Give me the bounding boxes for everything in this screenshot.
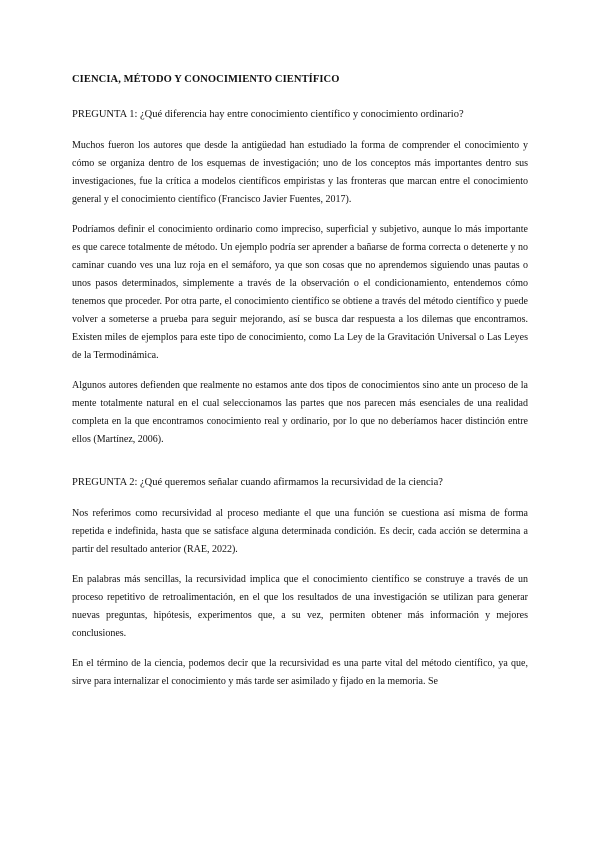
document-title: CIENCIA, MÉTODO Y CONOCIMIENTO CIENTÍFICO [72,74,340,85]
section-2-paragraph-2: En palabras más sencillas, la recursividad implica que el conocimiento científico se construye a través de un proceso repetitivo de retroalimentación, en el que los resultados de una investigación se utilizan para generar nuevas preguntas, hipótesis, experimentos que, a su vez, permiten obtener más información y mejores conclusiones. [72,574,528,639]
section-1-paragraph-1: Muchos fueron los autores que desde la antigüedad han estudiado la forma de comprender el conocimiento y cómo se organiza dentro de los esquemas de investigación; uno de los conceptos más importantes dentro sus investigaciones, fue la crítica a modelos científicos empiristas y las fronteras que marcan entre el conocimiento general y el conocimiento científico (Francisco Javier Fuentes, 2017). [72,140,528,205]
section-2-paragraph-1: Nos referimos como recursividad al proceso mediante el que una función se cuestiona así misma de forma repetida e indefinida, hasta que se satisface alguna determinada condición. Es decir, cada acción se determina a partir del resultado anterior (RAE, 2022). [72,508,528,555]
section-1-paragraph-3: Algunos autores defienden que realmente no estamos ante dos tipos de conocimientos sino ante un proceso de la mente totalmente natural en el cual seleccionamos las partes que nos parecen más esenciales de una realidad completa en la que encontramos conocimiento real y ordinario, por lo que no deberíamos hacer distinción entre ellos (Martínez, 2006). [72,380,528,445]
section-2-paragraph-3: En el término de la ciencia, podemos decir que la recursividad es una parte vital del método científico, ya que, sirve para internalizar el conocimiento y más tarde ser asimilado y fijado en la memoria. Se [72,658,528,687]
section-spacer [72,461,528,475]
section-1-paragraph-2: Podríamos definir el conocimiento ordinario como impreciso, superficial y subjetivo, aunque lo más importante es que carece totalmente de método. Un ejemplo podría ser aprender a bañarse de forma correcta o detenerte y no caminar cuando ves una luz roja en el semáforo, ya que son cosas que no aprendemos siguiendo unas pautas o unos pasos determinados, simplemente a través de la observación o el condicionamiento, entendemos cómo tenemos que proceder. Por otra parte, el conocimiento científico se obtiene a través del método científico y puede volver a someterse a prueba para seguir mejorando, así se busca dar respuesta a los dilemas que encontramos. Existen miles de ejemplos para este tipo de conocimiento, como La Ley de la Gravitación Universal o Las Leyes de la Termodinámica. [72,224,528,361]
question-2-heading: PREGUNTA 2: ¿Qué queremos señalar cuando afirmamos la recursividad de la ciencia? [72,477,443,488]
question-1-heading: PREGUNTA 1: ¿Qué diferencia hay entre conocimiento científico y conocimiento ordinario? [72,109,464,120]
